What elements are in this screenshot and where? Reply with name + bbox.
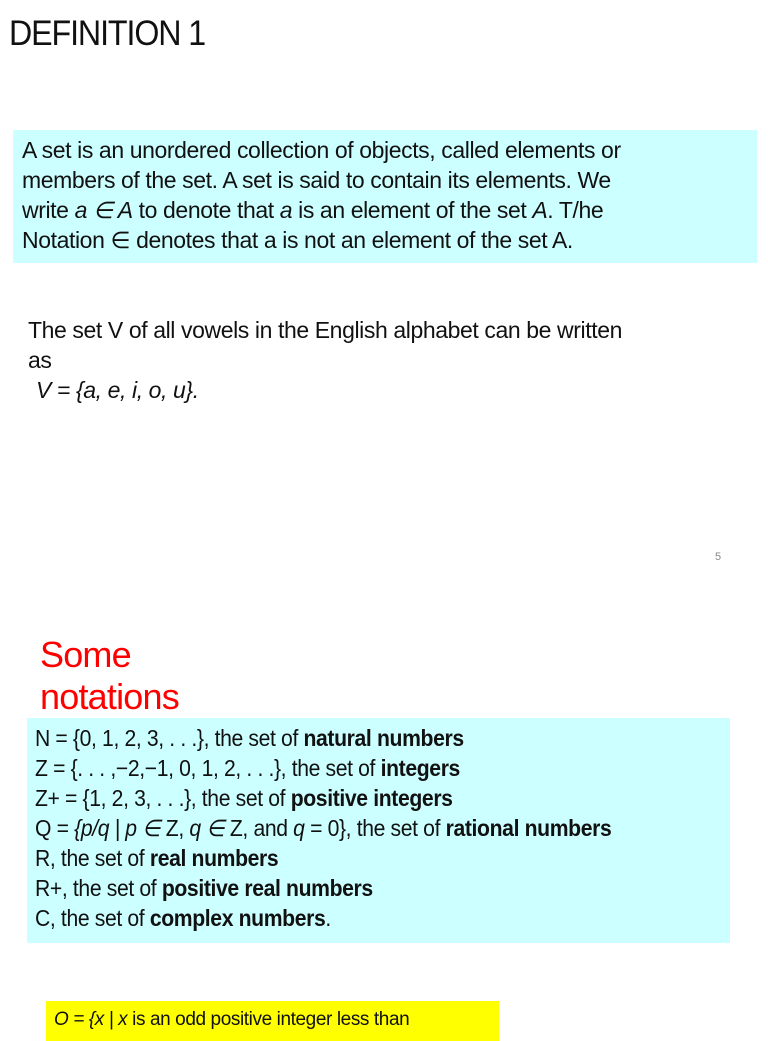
text-segment: A set is an unordered collection of objects, called elements or: [22, 137, 621, 163]
text-segment: Z = {. . . ,−2,−1, 0, 1, 2, . . .}, the set of: [35, 755, 381, 781]
definition-line: [22, 225, 757, 255]
text-segment: members of the set. A set is said to contain its elements. We: [22, 167, 611, 193]
text-segment: natural numbers: [303, 725, 464, 751]
text-segment: positive real numbers: [161, 875, 373, 901]
text-segment: Notation ∈ denotes that a is not an element of the set A.: [22, 227, 573, 253]
text-segment: R+, the set of: [35, 875, 162, 901]
example-text-cont: as: [28, 347, 52, 373]
text-segment: = 0}, the set of: [304, 815, 446, 841]
odd-set-line: [54, 1005, 499, 1035]
text-segment: real numbers: [149, 845, 279, 871]
notation-line: [35, 843, 674, 873]
notation-line: [35, 903, 674, 933]
heading-line: Some: [40, 634, 131, 675]
text-segment: A: [532, 197, 548, 223]
text-segment: positive integers: [290, 785, 453, 811]
text-segment: Q =: [35, 815, 75, 841]
page-title: DEFINITION 1: [9, 14, 206, 53]
vowel-set-equation: V = {a, e, i, o, u}.: [36, 377, 199, 403]
example-text: The set V of all vowels in the English alphabet can be written: [28, 317, 622, 343]
text-segment: a: [279, 197, 293, 223]
notations-heading: [40, 634, 179, 718]
text-segment: .: [325, 905, 331, 931]
notation-line: [35, 813, 674, 843]
notation-line: [35, 783, 674, 813]
definition-box: [13, 130, 757, 263]
text-segment: C, the set of: [35, 905, 150, 931]
heading-line: notations: [40, 676, 179, 717]
text-segment: integers: [380, 755, 460, 781]
notations-box: [27, 718, 730, 943]
text-segment: O = {x | x: [54, 1009, 128, 1030]
text-segment: . T/he: [547, 197, 604, 223]
text-segment: Z+ = {1, 2, 3, . . .}, the set of: [35, 785, 291, 811]
text-segment: N = {0, 1, 2, 3, . . .}, the set of: [35, 725, 304, 751]
text-segment: is an odd positive integer less than: [127, 1009, 410, 1030]
text-segment: {p/q | p ∈: [74, 815, 161, 841]
text-segment: Z, and: [224, 815, 294, 841]
page-number: 5: [715, 551, 722, 563]
notation-line: [35, 723, 674, 753]
text-segment: complex numbers: [149, 905, 326, 931]
text-segment: write: [22, 197, 75, 223]
text-segment: to denote that: [132, 197, 280, 223]
text-segment: q ∈: [189, 815, 225, 841]
text-segment: a ∈ A: [74, 197, 133, 223]
definition-line: [22, 195, 757, 225]
text-segment: Z,: [160, 815, 190, 841]
text-segment: R, the set of: [35, 845, 150, 871]
text-segment: rational numbers: [445, 815, 612, 841]
notation-line: [35, 873, 674, 903]
text-segment: is an element of the set: [292, 197, 533, 223]
odd-set-highlight: [46, 1001, 499, 1041]
vowel-example: [28, 315, 622, 405]
notation-line: [35, 753, 674, 783]
definition-line: [22, 135, 757, 165]
text-segment: q: [293, 815, 305, 841]
definition-line: [22, 165, 757, 195]
